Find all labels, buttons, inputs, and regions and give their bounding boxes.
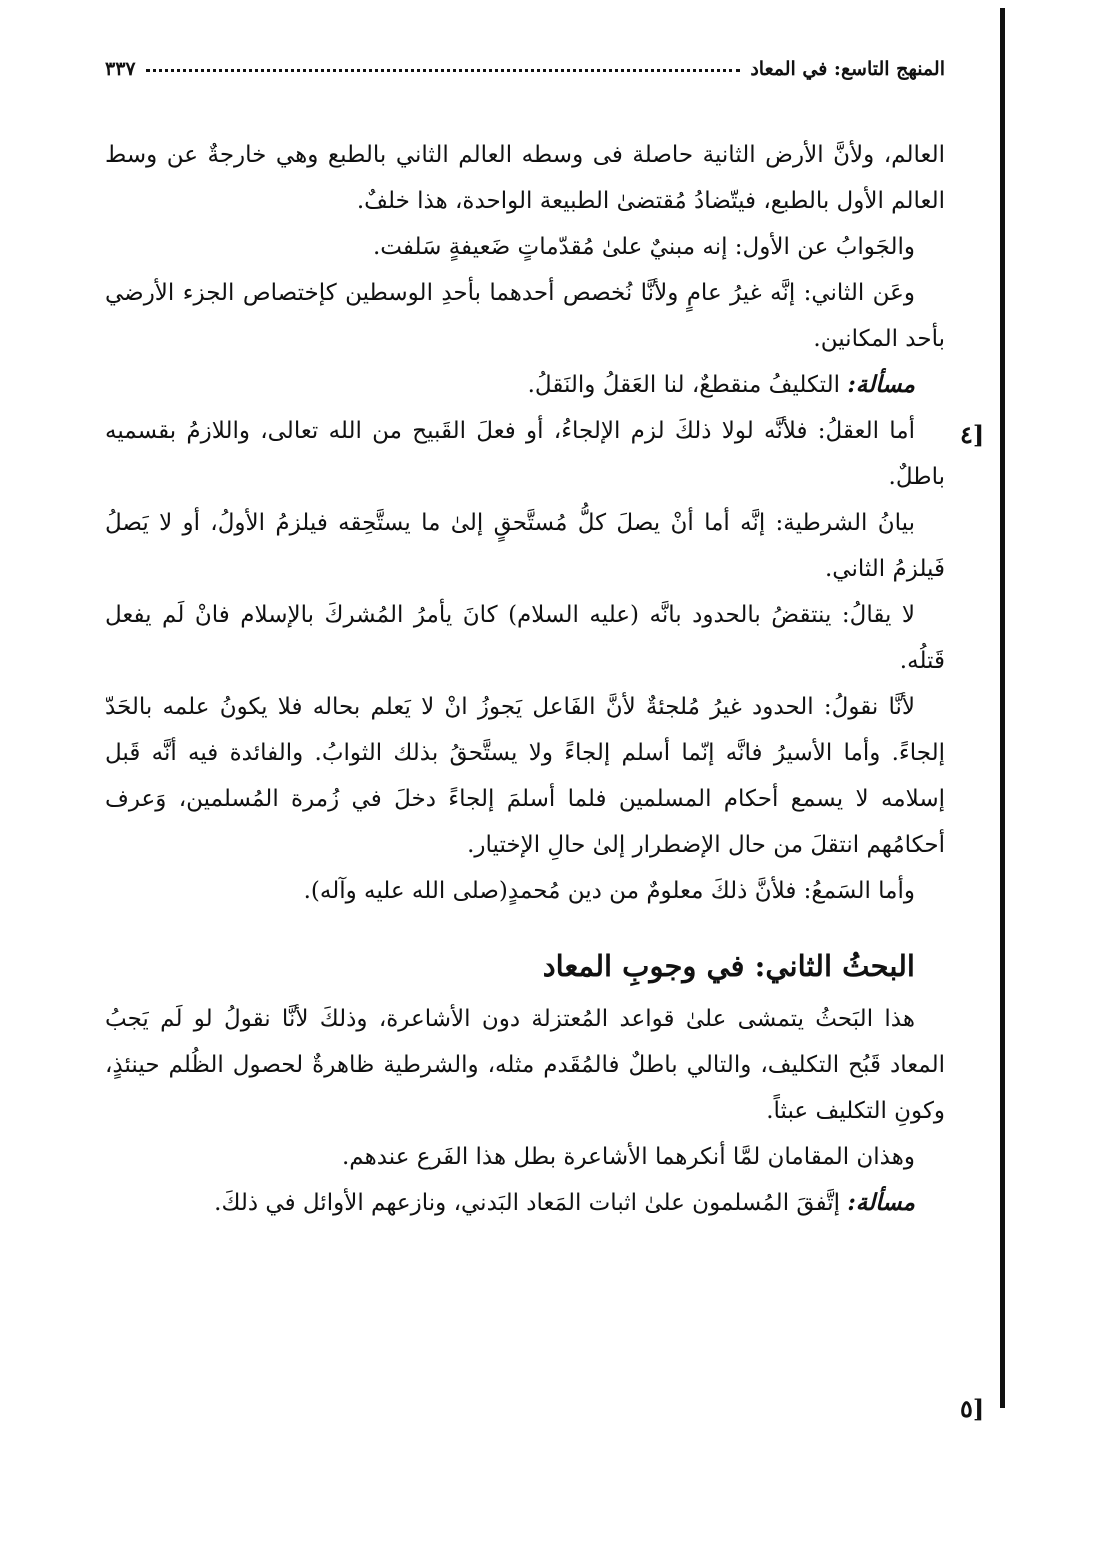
paragraph: أما العقلُ: فلأنَّه لولا ذلكَ لزم الإلجاءُ، أو فعلَ القَبيح من الله تعالى، واللازمُ بقسميه باطلٌ. <box>105 418 945 490</box>
page-edge-rule <box>1000 8 1005 1408</box>
paragraph: بيانُ الشرطية: إنَّه أما أنْ يصلَ كلُّ مُستَّحقٍ إلىٰ ما يستَّحِقه فيلزمُ الأولُ، أو لا يَصلُ فَيلزمُ الثاني. <box>105 510 945 582</box>
header-title: المنهج التاسع: في المعاد <box>750 58 945 80</box>
page-number: ٣٣٧ <box>105 58 136 80</box>
section-heading: البحثُ الثاني: في وجوبِ المعاد <box>542 949 915 983</box>
question-label: مسألة: <box>847 371 915 398</box>
paragraph: العالم، ولأنَّ الأرض الثانية حاصلة فى وسطه العالم الثاني بالطبع وهي خارجةٌ عن وسط العالم الأول بالطبع، فيتّضادُ مُقتضىٰ الطبيعة الواحدة، هذا خلفٌ. <box>105 142 945 214</box>
question-text: إتَّفقَ المُسلمون علىٰ اثبات المَعاد البَدني، ونازعهم الأوائل في ذلكَ. <box>214 1190 848 1216</box>
paragraph: وهذان المقامان لمَّا أنكرهما الأشاعرة بطل هذا الفَرع عندهم. <box>341 1144 915 1170</box>
margin-marker-5: [٥ <box>960 1394 985 1423</box>
paragraph: لأنَّا نقولُ: الحدود غيرُ مُلجئةٌ لأنَّ الفَاعل يَجوزُ انْ لا يَعلم بحاله فلا يكونُ علمه بالحَدّ إلجاءً. وأما الأسيرُ فانَّه إنّما أسلم إلجاءً ولا يستَّحقُ بذلك الثوابُ. والفائدة فيه أنَّه قَبل إسلامه لا يسمع أحكام المسلمين فلما أسلمَ إلجاءً دخلَ في زُمرة المُسلمين، وَعرف أحكامُهم انتقلَ من حال الإضطرار إلىٰ حالِ الإختيار. <box>105 694 945 858</box>
running-header <box>105 44 945 80</box>
question-paragraph <box>105 1180 945 1226</box>
paragraph: هذا البَحثُ يتمشى علىٰ قواعد المُعتزلة دون الأشاعرة، وذلكَ لأنَّا نقولُ لو لَم يَجبُ المعاد قَبُح التكليف، والتالي باطلٌ فالمُقَدم مثله، والشرطية ظاهرةٌ لحصول الظُلم حينئذٍ، وكونِ التكليف عبثاً. <box>105 1006 945 1124</box>
question-paragraph <box>105 362 945 408</box>
paragraph: والجَوابُ عن الأول: إنه مبنيٌ علىٰ مُقدّماتٍ ضَعيفةٍ سَلفت. <box>372 234 915 260</box>
main-text <box>105 132 945 1226</box>
question-text: التكليفُ منقطعٌ، لنا العَقلُ والنَقلُ. <box>527 372 848 398</box>
paragraph: لا يقالُ: ينتقضُ بالحدود بانَّه (عليه السلام) كانَ يأمرُ المُشركَ بالإسلام فانْ لَم يفعل قَتلُه. <box>105 602 945 674</box>
margin-marker-4: [٤ <box>960 420 985 449</box>
question-label: مسألة: <box>847 1189 915 1216</box>
paragraph: وأما السَمعُ: فلأنَّ ذلكَ معلومٌ من دين مُحمدٍ(صلى الله عليه وآله). <box>303 878 915 904</box>
header-dot-leader <box>146 69 741 72</box>
paragraph: وعَن الثاني: إنَّه غيرُ عامٍ ولأنَّا نُخصص أحدهما بأحدِ الوسطين كإختصاص الجزء الأرضي بأحد المكانين. <box>105 280 945 352</box>
